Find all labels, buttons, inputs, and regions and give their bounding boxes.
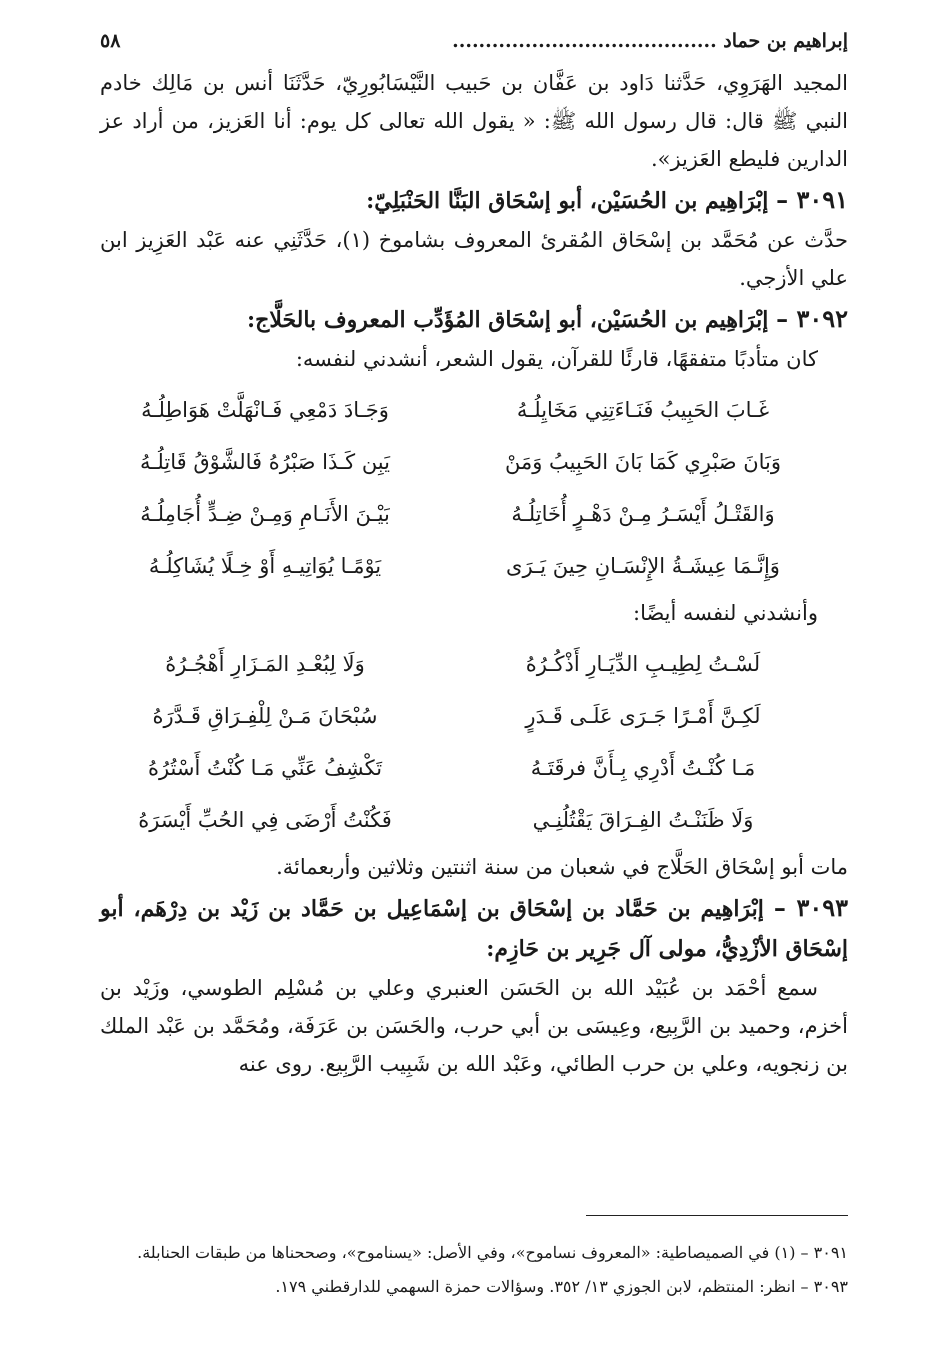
verse bbox=[100, 638, 848, 690]
entry-heading-3091 bbox=[100, 180, 848, 221]
page-header bbox=[100, 30, 848, 64]
book-page bbox=[100, 30, 848, 1340]
footnote-3091: ٣٠٩١ – (١) في الصميصاطية: «المعروف نساموح»، وفي الأصل: «يسناموح»، وصححناها من طبقات الحنابلة. bbox=[137, 1243, 848, 1262]
verse-second-hemistich: وَجَـادَ دَمْعِي فَـانْهَلَّتْ هَوَاطِلُـهُ bbox=[141, 398, 389, 422]
verse-first-hemistich: مَـا كُنْـتُ أَدْرِي بِـأَنَّ فرقَتَـهُ bbox=[530, 756, 756, 780]
verse bbox=[100, 540, 848, 592]
entry-text-3092: كان متأدبًا متفقهًا، قارئًا للقرآن، يقول الشعر، أنشدني لنفسه: bbox=[295, 347, 818, 371]
verse bbox=[100, 488, 848, 540]
verse bbox=[100, 794, 848, 846]
verse-second-hemistich: يَوْمًـا يُوَاتِيـهِ أَوْ خِـلًا يُشَاكِلُـهُ bbox=[148, 554, 382, 578]
poem-1 bbox=[100, 384, 848, 592]
verse-first-hemistich: لَسْـتُ لِطِيـبِ الدِّيَـارِ أَذْكُـرُهُ bbox=[525, 652, 761, 676]
page-number: ٥٨ bbox=[100, 30, 121, 52]
verse bbox=[100, 436, 848, 488]
entry-number-3091: ٣٠٩١ – bbox=[776, 185, 848, 214]
death-note: مات أبو إسْحَاق الحَلَّاج في شعبان من سنة اثنتين وثلاثين وأربعمائة. bbox=[276, 855, 848, 879]
verse-first-hemistich: وَإِنَّـمَا عِيشَـةُ الإِنْسَـانِ حِينَ يَـرَى bbox=[506, 554, 780, 578]
entry-text-3091: حدَّث عن مُحَمَّد بن إسْحَاق المُقرئ المعروف بشاموخ (١)، حَدَّثَنِي عنه عَبْد العَزِيز ابن علي الأزجي. bbox=[100, 228, 848, 290]
verse-second-hemistich: بَيْـنَ الأَنَـامِ وَمِـنْ ضِـدٍّ أُجَامِلُـهُ bbox=[140, 502, 390, 526]
footnotes bbox=[100, 1240, 848, 1308]
entry-heading-3093 bbox=[100, 888, 848, 969]
verse-second-hemistich: تَكْشِفُ عَنِّي مَـا كُنْتُ أَسْتُرُهُ bbox=[147, 756, 383, 780]
verse bbox=[100, 742, 848, 794]
verse-first-hemistich: غَـابَ الحَبِيبُ فَنَـاءَتِنِي مَخَايِلُـهُ bbox=[516, 398, 770, 422]
entry-text-3093: سمع أحْمَد بن عُبَيْد الله بن الحَسَن العنبري وعلي بن مُسْلِم الطوسي، وزَيْد بن أخزم، وحميد بن الرَّبِيع، وعِيسَى بن أبي حرب، والحَسَن بن عَرَفَة، ومُحَمَّد بن عَبْد الملك بن زنجويه، وعلي بن حرب الطائي، وعَبْد الله بن شَبِيب الرَّبِيع. روى عنه bbox=[100, 976, 848, 1076]
verse-first-hemistich: وَلَا ظَنَنْـتُ الفِـرَاقَ يَقْتُلُنِـي bbox=[532, 808, 754, 832]
entry-title-3092: إبْرَاهِيم بن الحُسَيْن، أبو إسْحَاق المُؤَدِّب المعروف بالحَلَّاج: bbox=[247, 307, 769, 333]
verse-second-hemistich: وَلَا لِبُعْـدِ المَـزَارِ أَهْجُـرُهُ bbox=[165, 652, 365, 676]
poem-intro-2: وأنشدني لنفسه أيضًا: bbox=[633, 601, 818, 625]
footnote-divider bbox=[586, 1215, 848, 1216]
entry-title-3093: إبْرَاهِيم بن حَمَّاد بن إسْحَاق بن إسْمَاعِيل بن حَمَّاد بن زَيْد بن دِرْهَم، أبو إسْحَاق الأزْدِيُّ، مولى آل جَرِير بن حَازِم: bbox=[100, 896, 848, 962]
entry-title-3091: إبْرَاهِيم بن الحُسَيْن، أبو إسْحَاق البَنَّا الحَنْبَلِيّ: bbox=[366, 188, 769, 214]
verse-second-hemistich: فَكُنْتُ أَرْضَى فِي الحُبِّ أَيْسَرَهُ bbox=[138, 808, 392, 832]
footnote-3093: ٣٠٩٣ – انظر: المنتظم، لابن الجوزي ١٣/ ٣٥٢. وسؤالات حمزة السهمي للدارقطني ١٧٩. bbox=[275, 1277, 848, 1296]
verse-first-hemistich: وَبَانَ صَبْرِي كَمَا بَانَ الحَبِيبُ وَمَنْ bbox=[504, 450, 782, 474]
verse-second-hemistich: سُبْحَانَ مَـنْ لِلْفِـرَاقِ قَـدَّرَهُ bbox=[152, 704, 378, 728]
entry-heading-3092 bbox=[100, 299, 848, 340]
verse bbox=[100, 690, 848, 742]
paragraph-continuation: المجيد الهَرَوِي، حَدَّثنا دَاود بن عَفَّان بن حَبيب النَّيْسَابُورِيّ، حَدَّثَنَا أنس بن مَالِك خادم النبي ﷺ قال: قال رسول الله ﷺ: « يقول الله تعالى كل يوم: أنا العَزيز، من أراد عز الدارين فليطع العَزيز». bbox=[100, 71, 848, 171]
running-title: إبراهيم بن حماد ........................................ bbox=[452, 30, 848, 52]
poem-2 bbox=[100, 638, 848, 846]
verse-second-hemistich: يَبِن كَـذَا صَبْرُهُ فَالشَّوْقُ قَاتِلُـهُ bbox=[140, 450, 390, 474]
verse bbox=[100, 384, 848, 436]
entry-number-3092: ٣٠٩٢ – bbox=[776, 304, 848, 333]
verse-first-hemistich: لَكِـنَّ أَمْـرًا جَـرَى عَلَـى قَـدَرٍ bbox=[525, 704, 761, 728]
entry-number-3093: ٣٠٩٣ – bbox=[773, 893, 848, 922]
verse-first-hemistich: وَالقَتْـلُ أَيْسَـرُ مِـنْ دَهْـرٍ أُخَاتِلُـهُ bbox=[511, 502, 775, 526]
